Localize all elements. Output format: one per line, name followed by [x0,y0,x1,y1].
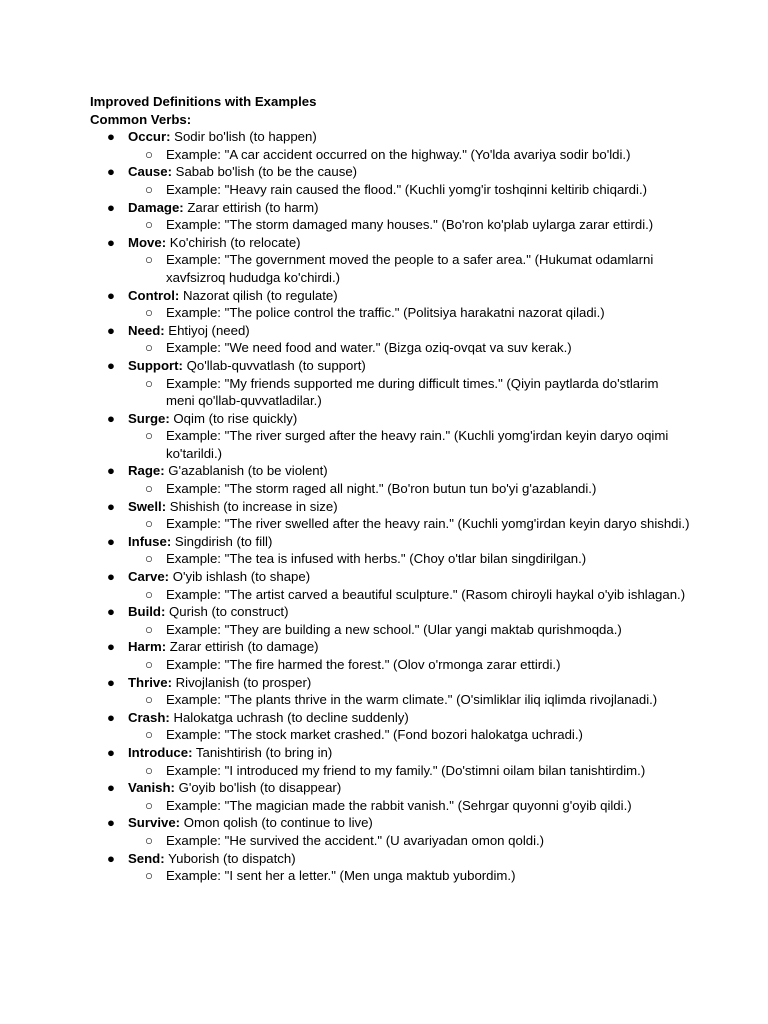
circle-bullet-icon: ○ [145,340,153,356]
example-item [128,251,690,286]
example-list [128,339,690,357]
example-label: Example: [166,868,225,884]
verb-item [90,638,690,673]
example-list [128,586,690,604]
verb-term: Harm: [128,639,167,655]
verb-definition: Zarar ettirish (to harm) [183,199,319,215]
verb-definition: Shishish (to increase in size) [166,498,338,514]
verb-definition: O'yib ishlash (to shape) [169,569,311,585]
example-item [128,515,690,533]
example-label: Example: [166,762,225,778]
circle-bullet-icon: ○ [145,692,153,708]
example-text: "I introduced my friend to my family." (Do'stimni oilam bilan tanishtirdim.) [224,762,646,778]
verb-term: Introduce: [128,744,193,760]
example-list [128,550,690,568]
bullet-icon: ● [107,850,115,866]
verb-definition: Sodir bo'lish (to happen) [170,129,317,145]
verb-definition: Yuborish (to dispatch) [164,850,296,866]
verb-term: Rage: [128,463,165,479]
circle-bullet-icon: ○ [145,428,153,444]
example-item [128,797,690,815]
example-label: Example: [166,692,225,708]
verb-term: Survive: [128,815,181,831]
example-text: "The artist carved a beautiful sculpture." (Rasom chiroyli haykal o'yib ishlagan.) [224,586,686,602]
example-list [128,832,690,850]
example-item [128,339,690,357]
example-item [128,181,690,199]
example-label: Example: [166,181,225,197]
example-item [128,586,690,604]
example-text: "A car accident occurred on the highway." (Yo'lda avariya sodir bo'ldi.) [224,146,631,162]
bullet-icon: ● [107,674,115,690]
example-item [128,621,690,639]
example-label: Example: [166,146,225,162]
bullet-icon: ● [107,498,115,514]
circle-bullet-icon: ○ [145,252,153,268]
verb-term: Move: [128,234,167,250]
example-item [128,480,690,498]
bullet-icon: ● [107,569,115,585]
verb-item [90,163,690,198]
example-list [128,656,690,674]
example-text: "The plants thrive in the warm climate." (O'simliklar iliq iqlimda rivojlanadi.) [224,692,658,708]
verb-term: Thrive: [128,674,172,690]
verb-item [90,779,690,814]
verb-definition: Sabab bo'lish (to be the cause) [171,164,358,180]
bullet-icon: ● [107,744,115,760]
verb-definition: Ehtiyoj (need) [164,322,250,338]
verb-term: Damage: [128,199,184,215]
verb-definition: Rivojlanish (to prosper) [171,674,312,690]
example-label: Example: [166,657,225,672]
example-label: Example: [166,217,225,233]
verb-term: Occur: [128,129,171,145]
verb-item [90,674,690,709]
example-text: "The river surged after the heavy rain." (Kuchli yomg'irdan keyin daryo oqimi ko'tarildi.) [166,428,669,461]
example-item [128,691,690,709]
example-text: "The storm raged all night." (Bo'ron butun tun bo'yi g'azablandi.) [224,481,597,497]
example-label: Example: [166,481,225,497]
example-label: Example: [166,516,225,532]
example-text: "The tea is infused with herbs." (Choy o'tlar bilan singdirilgan.) [224,551,587,567]
circle-bullet-icon: ○ [145,146,153,162]
verb-item [90,462,690,497]
example-list [128,762,690,780]
circle-bullet-icon: ○ [145,586,153,602]
example-text: "The storm damaged many houses." (Bo'ron ko'plab uylarga zarar ettirdi.) [224,217,654,233]
example-list [128,146,690,164]
example-item [128,375,690,410]
circle-bullet-icon: ○ [145,181,153,197]
verb-list [90,128,690,885]
circle-bullet-icon: ○ [145,657,153,672]
example-item [128,146,690,164]
verb-item [90,850,690,885]
example-text: "The police control the traffic." (Politsiya harakatni nazorat qiladi.) [224,305,605,321]
bullet-icon: ● [107,709,115,725]
verb-item [90,287,690,322]
example-item [128,832,690,850]
bullet-icon: ● [107,639,115,655]
verb-item [90,603,690,638]
bullet-icon: ● [107,780,115,796]
verb-item [90,744,690,779]
example-item [128,550,690,568]
circle-bullet-icon: ○ [145,868,153,884]
verb-definition: Halokatga uchrash (to decline suddenly) [169,709,409,725]
verb-definition: Omon qolish (to continue to live) [180,815,373,831]
verb-item [90,128,690,163]
example-list [128,621,690,639]
example-text: "The river swelled after the heavy rain." (Kuchli yomg'irdan keyin daryo shishdi.) [224,516,690,532]
verb-definition: Tanishtirish (to bring in) [192,744,333,760]
verb-definition: Nazorat qilish (to regulate) [179,287,338,303]
bullet-icon: ● [107,234,115,250]
bullet-icon: ● [107,164,115,180]
example-list [128,480,690,498]
verb-term: Vanish: [128,780,175,796]
example-label: Example: [166,375,225,391]
example-text: "They are building a new school." (Ular yangi maktab qurishmoqda.) [224,621,622,637]
verb-term: Cause: [128,164,172,180]
example-item [128,304,690,322]
verb-term: Need: [128,322,165,338]
verb-item [90,322,690,357]
example-list [128,691,690,709]
example-label: Example: [166,727,225,743]
circle-bullet-icon: ○ [145,797,153,813]
verb-item [90,199,690,234]
example-label: Example: [166,551,225,567]
bullet-icon: ● [107,357,115,373]
example-label: Example: [166,586,225,602]
bullet-icon: ● [107,287,115,303]
verb-definition: Oqim (to rise quickly) [169,410,298,426]
example-text: "The magician made the rabbit vanish." (Sehrgar quyonni g'oyib qildi.) [224,797,632,813]
verb-term: Surge: [128,410,170,426]
verb-term: Crash: [128,709,170,725]
example-list [128,375,690,410]
document-body [90,93,690,885]
verb-item [90,498,690,533]
section-heading: Common Verbs: [90,111,192,127]
example-text: "Heavy rain caused the flood." (Kuchli yomg'ir toshqinni keltirib chiqardi.) [224,181,647,197]
bullet-icon: ● [107,410,115,426]
example-text: "We need food and water." (Bizga oziq-ovqat va suv kerak.) [224,340,572,356]
verb-item [90,568,690,603]
circle-bullet-icon: ○ [145,375,153,391]
circle-bullet-icon: ○ [145,621,153,637]
example-label: Example: [166,832,225,848]
verb-item [90,410,690,463]
verb-definition: Singdirish (to fill) [171,533,273,549]
circle-bullet-icon: ○ [145,551,153,567]
example-list [128,216,690,234]
example-item [128,762,690,780]
example-list [128,726,690,744]
bullet-icon: ● [107,199,115,215]
example-list [128,797,690,815]
bullet-icon: ● [107,815,115,831]
example-list [128,867,690,885]
example-item [128,216,690,234]
verb-definition: Ko'chirish (to relocate) [166,234,301,250]
example-label: Example: [166,797,225,813]
verb-term: Support: [128,357,183,373]
circle-bullet-icon: ○ [145,516,153,532]
circle-bullet-icon: ○ [145,762,153,778]
verb-definition: G'oyib bo'lish (to disappear) [174,780,342,796]
example-label: Example: [166,428,225,444]
bullet-icon: ● [107,604,115,620]
verb-definition: Zarar ettirish (to damage) [166,639,319,655]
example-text: "My friends supported me during difficult times." (Qiyin paytlarda do'stlarim meni qo'llab-quvvatladilar.) [166,375,659,409]
bullet-icon: ● [107,463,115,479]
example-list [128,181,690,199]
circle-bullet-icon: ○ [145,727,153,743]
example-label: Example: [166,340,225,356]
verb-item [90,357,690,410]
example-item [128,427,690,462]
example-list [128,515,690,533]
document-title: Improved Definitions with Examples [90,94,317,109]
bullet-icon: ● [107,129,115,145]
example-list [128,304,690,322]
verb-term: Carve: [128,569,170,585]
example-item [128,726,690,744]
verb-definition: Qo'llab-quvvatlash (to support) [182,357,366,373]
example-text: "The fire harmed the forest." (Olov o'rmonga zarar ettirdi.) [224,657,561,672]
example-item [128,867,690,885]
bullet-icon: ● [107,533,115,549]
bullet-icon: ● [107,322,115,338]
example-list [128,427,690,462]
verb-term: Build: [128,604,166,620]
example-text: "He survived the accident." (U avariyadan omon qoldi.) [224,832,545,848]
verb-term: Swell: [128,498,167,514]
circle-bullet-icon: ○ [145,217,153,233]
example-list [128,251,690,286]
verb-term: Infuse: [128,533,172,549]
circle-bullet-icon: ○ [145,832,153,848]
circle-bullet-icon: ○ [145,305,153,321]
example-text: "I sent her a letter." (Men unga maktub yubordim.) [224,868,516,884]
verb-definition: Qurish (to construct) [165,604,289,620]
example-label: Example: [166,305,225,321]
example-text: "The stock market crashed." (Fond bozori halokatga uchradi.) [224,727,583,743]
example-item [128,656,690,674]
verb-term: Control: [128,287,180,303]
example-text: "The government moved the people to a safer area." (Hukumat odamlarni xavfsizroq hududga ko'chirdi.) [166,252,654,285]
example-label: Example: [166,252,225,268]
verb-item [90,814,690,849]
circle-bullet-icon: ○ [145,481,153,497]
verb-item [90,533,690,568]
verb-definition: G'azablanish (to be violent) [164,463,328,479]
example-label: Example: [166,621,225,637]
verb-item [90,234,690,287]
verb-item [90,709,690,744]
verb-term: Send: [128,850,165,866]
